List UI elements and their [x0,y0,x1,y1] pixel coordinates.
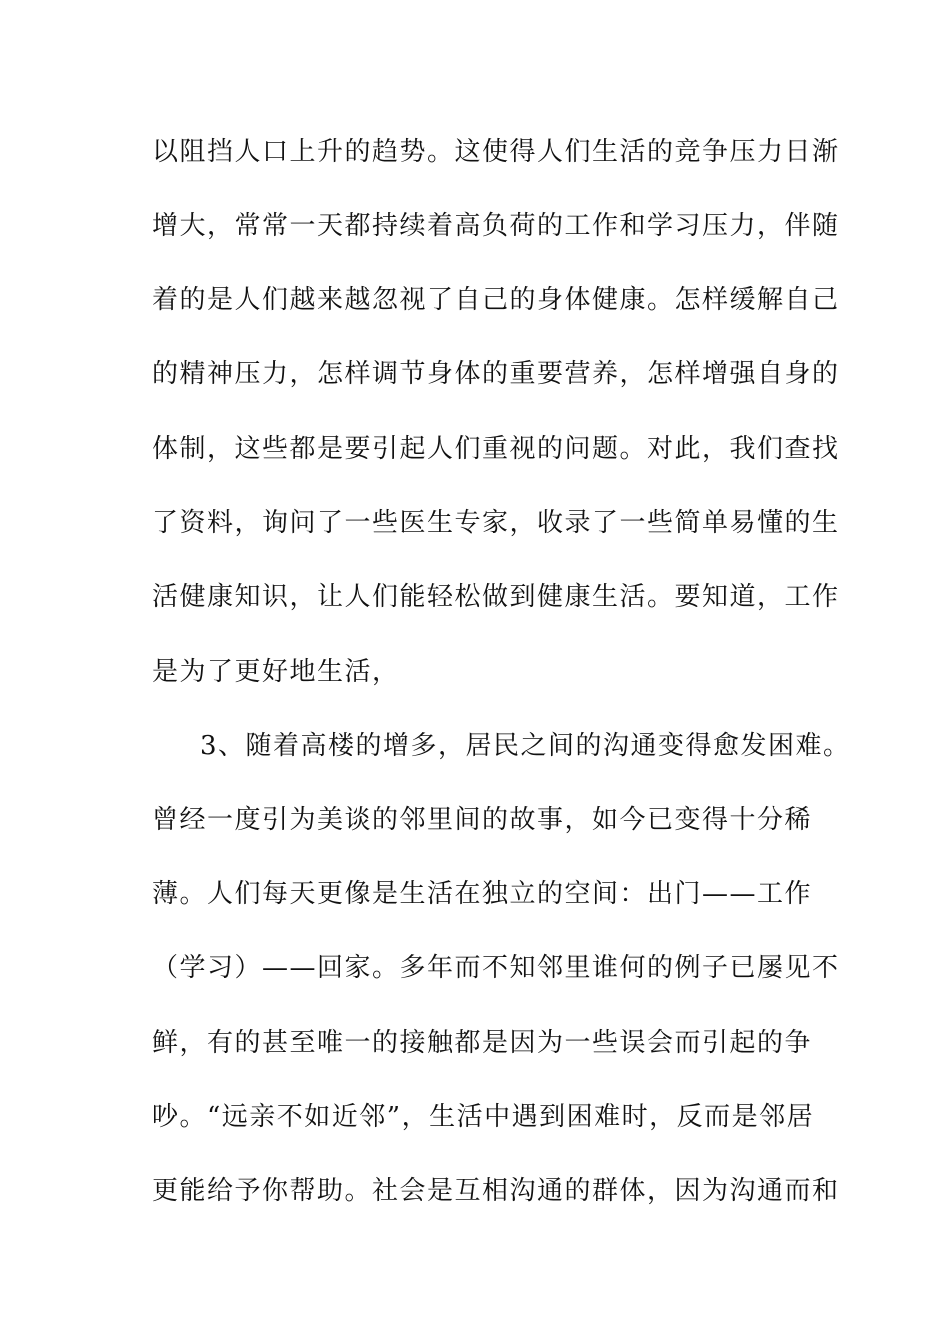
text-line: 活健康知识，让人们能轻松做到健康生活。要知道，工作 [152,582,840,612]
text-line: 以阻挡人口上升的趋势。这使得人们生活的竞争压力日渐 [152,137,840,167]
paragraph-start-line: 3、随着高楼的增多，居民之间的沟通变得愈发困难。 [200,731,851,761]
text-line: 增大，常常一天都持续着高负荷的工作和学习压力，伴随 [152,211,840,241]
text-line: 了资料，询问了一些医生专家，收录了一些简单易懂的生 [152,508,840,538]
text-line: 薄。人们每天更像是生活在独立的空间：出门——工作 [152,879,813,909]
text-line: 曾经一度引为美谈的邻里间的故事，如今已变得十分稀 [152,805,813,835]
text-line: 鲜，有的甚至唯一的接触都是因为一些误会而引起的争 [152,1028,813,1058]
text-line: 是为了更好地生活， [152,657,400,687]
text-line: 体制，这些都是要引起人们重视的问题。对此，我们查找 [152,434,840,464]
text-line: 更能给予你帮助。社会是互相沟通的群体，因为沟通而和 [152,1176,840,1206]
text-line: 的精神压力，怎样调节身体的重要营养，怎样增强自身的 [152,359,840,389]
text-line: 着的是人们越来越忽视了自己的身体健康。怎样缓解自己 [152,285,840,315]
text-line: 吵。“远亲不如近邻”，生活中遇到困难时，反而是邻居 [152,1102,815,1132]
text-line: （学习）——回家。多年而不知邻里谁何的例子已屡见不 [152,953,840,983]
